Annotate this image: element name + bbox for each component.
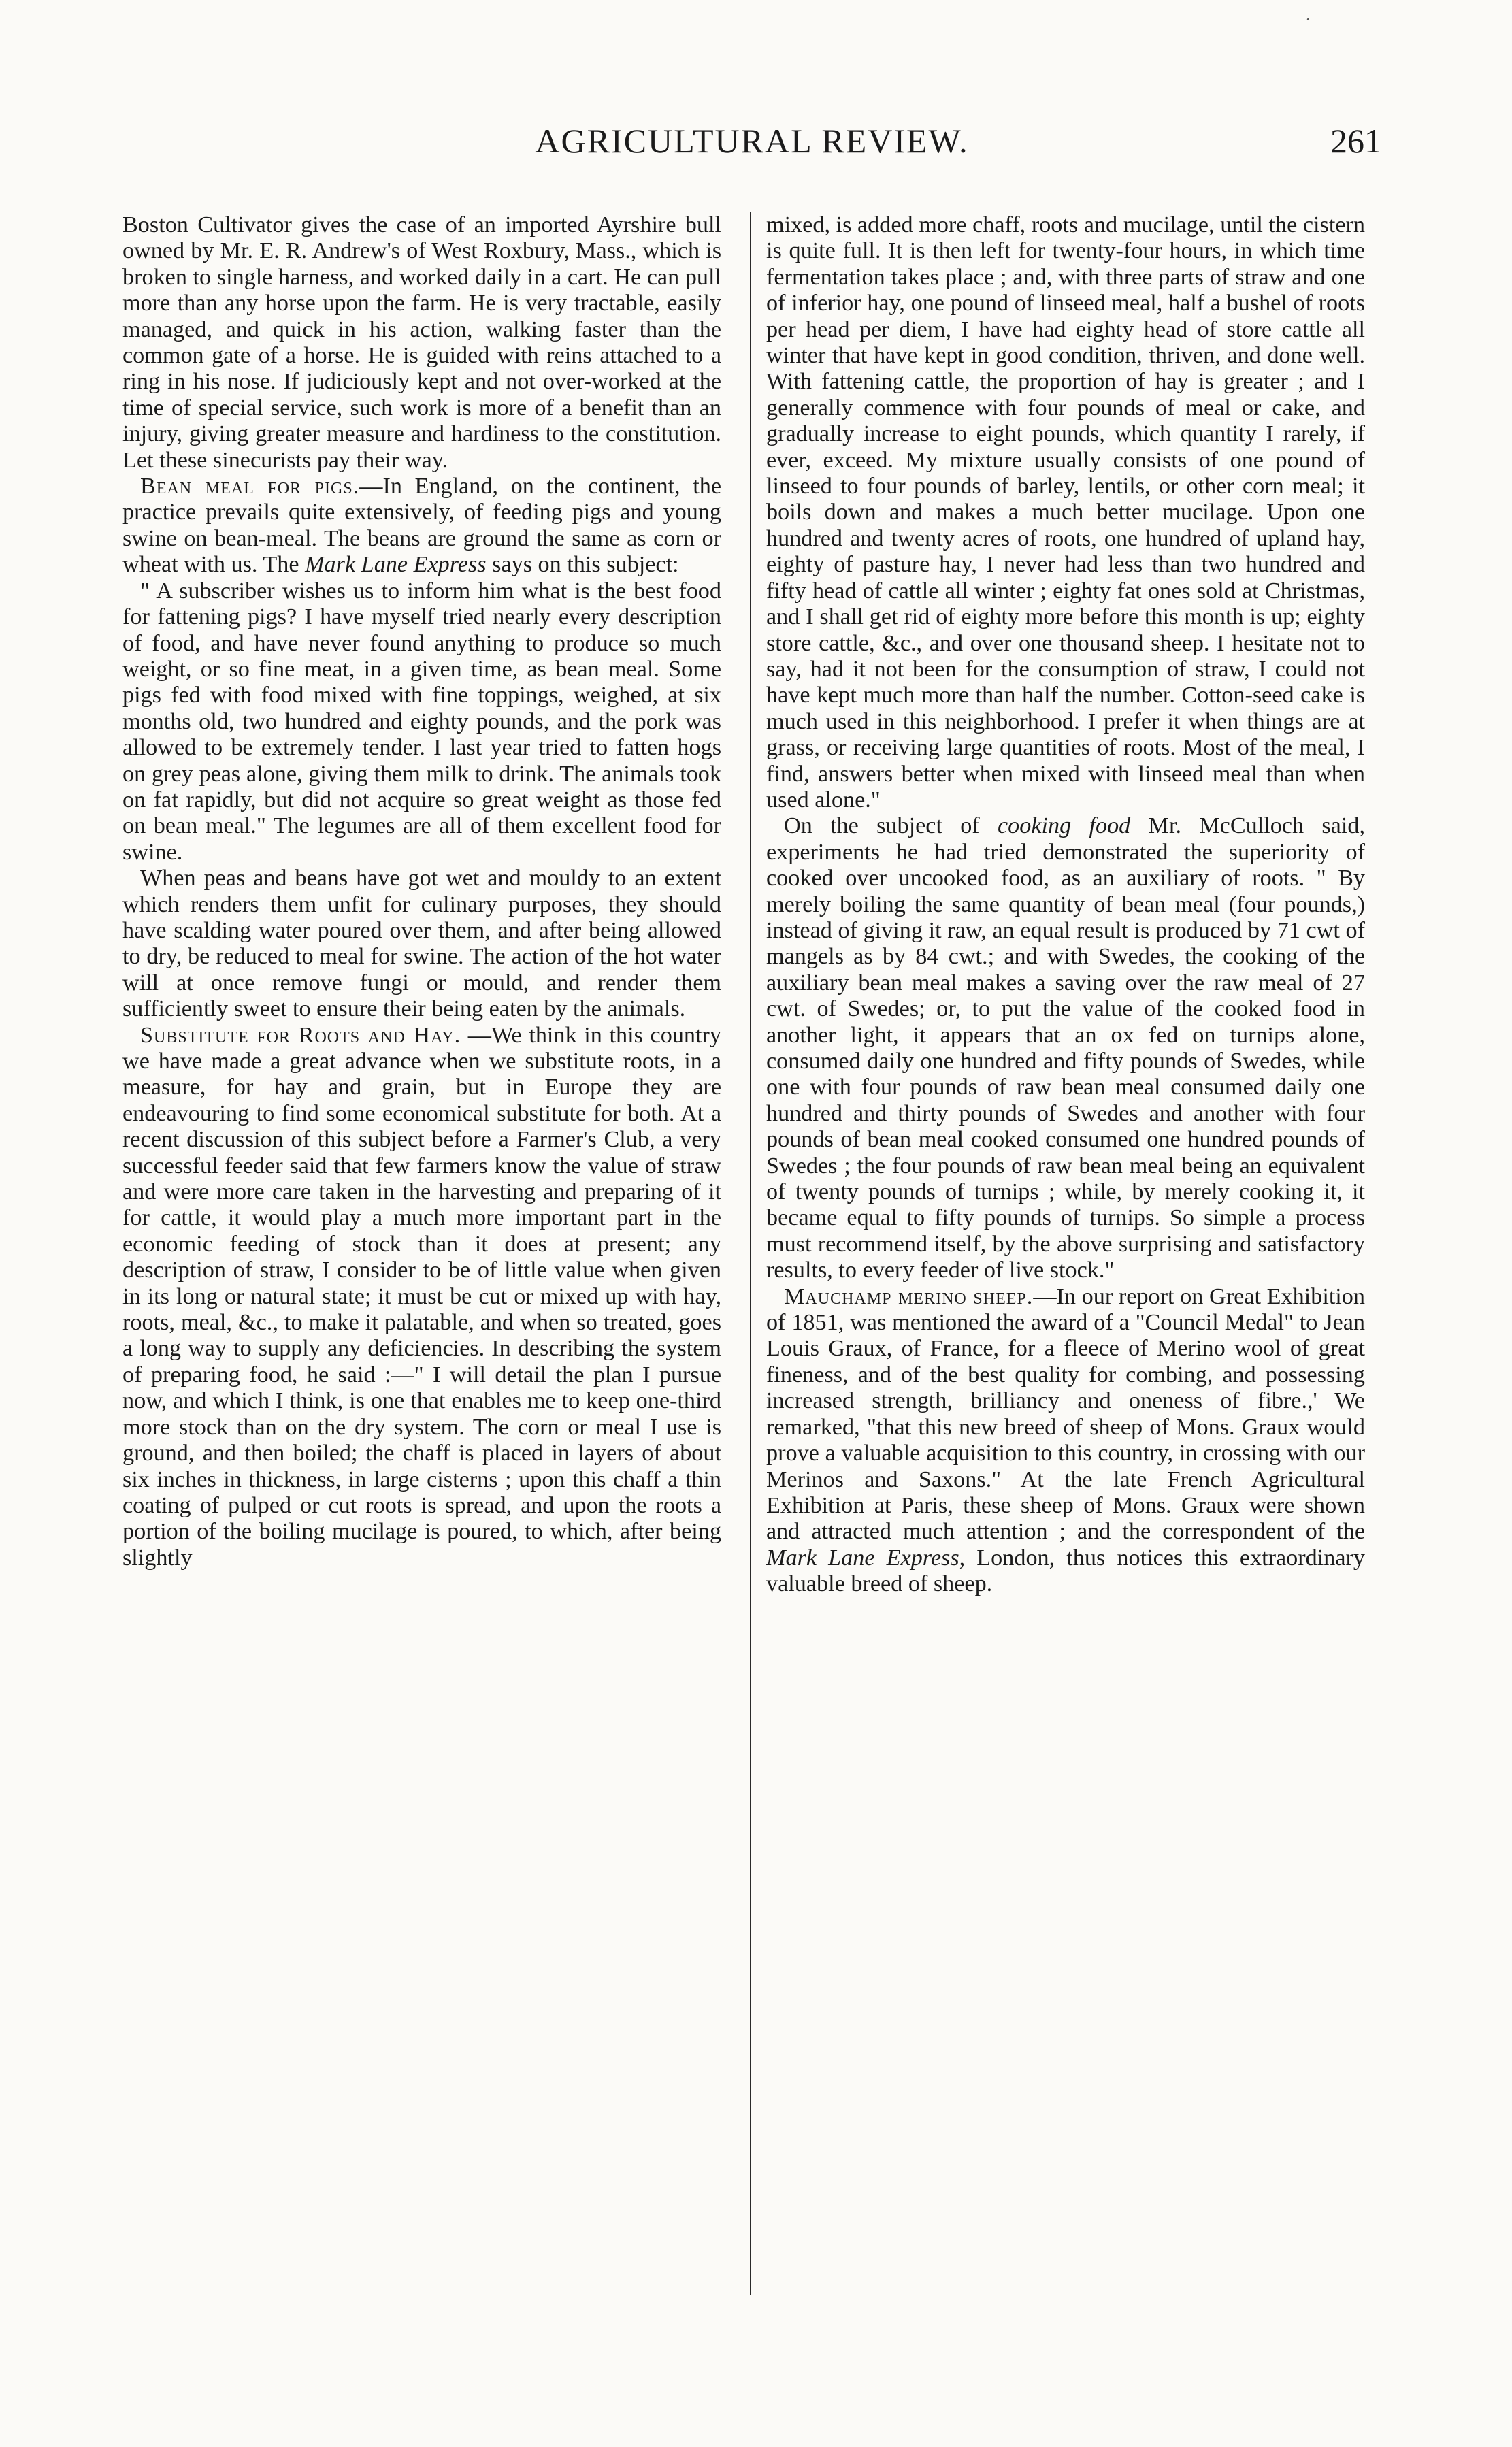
page-header (122, 121, 1381, 169)
paragraph-substitute-roots (122, 1023, 721, 1572)
paragraph-subscriber-quote: " A subscriber wishes us to inform him what is the best food for fattening pigs? I have myself tried nearly every description of food, and have never found anything to produce so much weight, or so fine meat, in a given time, as bean meal. Some pigs fed with food mixed with fine toppings, weighed, at six months old, two hundred and eighty pounds, and the pork was allowed to be extremely tender. I last year tried to fatten hogs on grey peas alone, giving them milk to drink. The animals took on fat rapidly, but did not acquire so great weight as those fed on bean meal." The legumes are all of them excellent food for swine. (122, 578, 721, 865)
paragraph-cooking-food (766, 813, 1365, 1283)
paragraph-text: —In our report on Great Exhibition of 1851, was mentioned the award of a "Council Medal" to Jean Louis Graux, of France, for a fleece of Merino wool of great fineness, and of the best quality for combing, and possessing increased strength, brilliancy and oneness of fibre.,' We remarked, "that this new breed of sheep of Mons. Graux would prove a valuable acquisition to this country, in crossing with our Merinos and Saxons." At the late French Agricultural Exhibition at Paris, these sheep of Mons. Graux were shown and attracted much attention ; and the correspondent of the (766, 1283, 1365, 1545)
paragraph-text: —In England, on the continent, the practice prevails quite extensively, of feeding pigs and young swine on bean-meal. The beans are ground the same as corn or wheat with us. The (122, 474, 721, 578)
paragraph-bean-meal (122, 474, 721, 578)
page-number: 261 (1330, 122, 1381, 160)
publication-title: Mark Lane Express (305, 552, 487, 578)
paragraph-wet-peas: When peas and beans have got wet and mouldy to an extent which renders them unfit for culinary purposes, they should have scalding water poured over them, and after being allowed to dry, be reduced to meal for swine. The action of the hot water will at once remove fungi or mould, and render them sufficiently sweet to ensure their being eaten by the animals. (122, 866, 721, 1022)
paragraph-continuation: mixed, is added more chaff, roots and mucilage, until the cistern is quite full. It is then left for twenty-four hours, in which time fermentation takes place ; and, with three parts of straw and one of inferior hay, one pound of linseed meal, half a bushel of roots per head per diem, I have had eighty head of store cattle all winter that have kept in good condition, thriven, and done well. With fattening cattle, the proportion of hay is greater ; and I generally commence with four pounds of meal or cake, and gradually increase to eight pounds, which quantity I rarely, if ever, exceed. My mixture usually consists of one pound of linseed to four pounds of barley, lentils, or other corn meal; it boils down and makes a much better mucilage. Upon one hundred and twenty acres of roots, one hundred of upland hay, eighty of pasture hay, I never had less than two hundred and fifty head of cattle all winter ; eighty fat ones sold at Christmas, and I shall get rid of eighty more before this month is up; eighty store cattle, &c., and over one thousand sheep. I hesitate not to say, had it not been for the consumption of straw, I could not have kept much more than half the number. Cotton-seed cake is much used in this neighborhood. I prefer it when things are at grass, or receiving large quantities of roots. Most of the meal, I find, answers better when mixed with linseed meal than when used alone." (766, 212, 1365, 812)
section-heading-mauchamp: Mauchamp merino sheep. (784, 1283, 1034, 1309)
paragraph-text: Mr. McCulloch said, experiments he had tried demonstrated the superiority of cooked over uncooked food, as an auxiliary of roots. " By merely boiling the same quantity of bean meal (four pounds,) instead of giving it raw, an equal result is produced by 71 cwt of mangels as by 84 cwt.; and with Swedes, the cooking of the auxiliary bean meal makes a saving over the raw meal of 27 cwt. of Swedes; or, to put the value of the cooked food in another light, it appears that an ox fed on turnips alone, consumed daily one hundred and fifty pounds of Swedes, while one with four pounds of raw bean meal consumed daily one hundred and thirty pounds of Swedes and another with four pounds of bean meal cooked consumed one hundred pounds of Swedes ; the four pounds of raw bean meal being an equivalent of twenty pounds of turnips ; while, by merely cooking it, it became equal to fifty pounds of turnips. So simple a process must recommend itself, by the above surprising and satisfactory results, to every feeder of live stock." (766, 813, 1365, 1283)
section-heading-substitute: Substitute for Roots and Hay. (140, 1022, 461, 1048)
paragraph-text: —We think in this country we have made a great advance when we substitute roots, in a measure, for hay and grain, but in Europe they are endeavouring to find some economical substitute for both. At a recent discussion of this subject before a Farmer's Club, a very successful feeder said that few farmers know the value of straw and were more care taken in the harvesting and preparing of it for cattle, it would play a much more important part in the economic feeding of stock than it does at present; any description of straw, I consider to be of little value when given in its long or natural state; it must be cut or mixed up with hay, roots, meal, &c., to make it palatable, and when so treated, goes a long way to supply any deficiencies. In describing the system of preparing food, he said :—" I will detail the plan I pursue now, and which I think, is one that enables me to keep one-third more stock than on the dry system. The corn or meal I use is ground, and then boiled; the chaff is placed in layers of about six inches in thickness, in large cisterns ; upon this chaff a thin coating of pulped or cut roots is spread, and upon the roots a portion of the boiling mucilage is poured, to which, after being slightly (122, 1022, 721, 1571)
right-column (766, 212, 1365, 1598)
running-title: AGRICULTURAL REVIEW. (535, 122, 969, 160)
emphasis-text: cooking food (997, 813, 1131, 839)
left-column (122, 212, 721, 1571)
column-divider (750, 212, 751, 2295)
corner-mark: · (1305, 10, 1311, 29)
section-heading-bean-meal: Bean meal for pigs. (140, 474, 360, 499)
paragraph-mauchamp-sheep (766, 1284, 1365, 1598)
paragraph-text: On the subject of (784, 813, 998, 839)
paragraph-text: says on this subject: (486, 552, 679, 578)
publication-title: Mark Lane Express (766, 1545, 959, 1571)
paragraph-ayrshire-bull: Boston Cultivator gives the case of an imported Ayrshire bull owned by Mr. E. R. Andrew's of West Roxbury, Mass., which is broken to single harness, and worked daily in a cart. He can pull more than any horse upon the farm. He is very tractable, easily managed, and quick in his action, walking faster than the common gate of a horse. He is guided with reins attached to a ring in his nose. If judiciously kept and not over-worked at the time of special service, such work is more of a benefit than an injury, giving greater measure and hardiness to the constitution. Let these sinecurists pay their way. (122, 212, 721, 473)
paragraph-text: , London, thus notices this extraordinary valuable breed of sheep. (766, 1545, 1365, 1597)
